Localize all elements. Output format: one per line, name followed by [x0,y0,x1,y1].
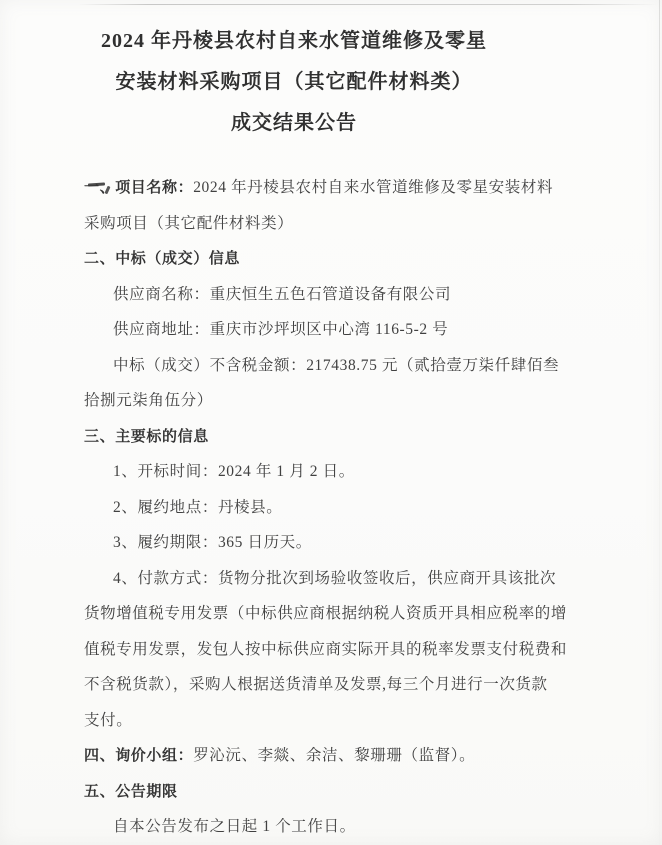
line-supplier-name: 供应商名称：重庆恒生五色石管道设备有限公司 [113,285,452,303]
line-payment-method-cont-1: 货物增值税专用发票（中标供应商根据纳税人资质开具相应税率的增 [84,605,568,622]
line-payment-method-cont-3: 不含税货款），采购人根据送货清单及发票,每三个月进行一次货款 [84,676,548,693]
line-section1-project-name [84,170,594,206]
line-section5-heading [84,774,594,810]
line-section4-inquiry-team [84,738,594,774]
document-title [0,21,588,144]
scan-artifact-top-edge [78,4,658,5]
title-line-1: 2024 年丹棱县农村自来水管道维修及零星 [101,30,487,52]
line-bid-opening-time: 1、开标时间：2024 年 1 月 2 日。 [113,463,355,480]
scan-artifact-right-edge [659,0,660,845]
project-name-text: 2024 年丹棱县农村自来水管道维修及零星安装材料 [193,179,554,196]
inquiry-team-names: 罗沁沅、李燚、余洁、黎珊珊（监督）。 [193,747,476,764]
section2-label: 二、中标（成交）信息 [84,250,241,267]
section1-label: 一、项目名称： [84,179,194,196]
title-line-3: 成交结果公告 [231,112,357,134]
line-payment-method-cont-2: 值税专用发票，发包人按中标供应商实际开具的税率发票支付税费和 [84,640,568,658]
section5-label: 五、公告期限 [84,782,178,800]
line-award-amount: 中标（成交）不含税金额：217438.75 元（贰拾壹万柒仟肆佰叁 [113,356,560,374]
section4-label: 四、询价小组： [84,747,194,764]
line-performance-period: 3、履约期限：365 日历天。 [113,534,312,551]
line-performance-place: 2、履约地点：丹棱县。 [113,498,283,516]
line-announcement-period: 自本公告发布之日起 1 个工作日。 [113,818,356,835]
document-body [84,170,594,845]
line-supplier-address: 供应商地址：重庆市沙坪坝区中心湾 116-5-2 号 [113,321,449,338]
line-payment-method-cont-4: 支付。 [84,711,133,729]
line-section3-heading [84,419,594,455]
line-payment-method: 4、付款方式：货物分批次到场验收签收后，供应商开具该批次 [113,569,557,587]
line-section2-heading [84,241,594,277]
title-line-2: 安装材料采购项目（其它配件材料类） [115,71,473,93]
section3-label: 三、主要标的信息 [84,427,209,445]
line-project-name-cont: 采购项目（其它配件材料类） [84,214,294,232]
line-award-amount-cont: 拾捌元柒角伍分） [84,392,213,409]
